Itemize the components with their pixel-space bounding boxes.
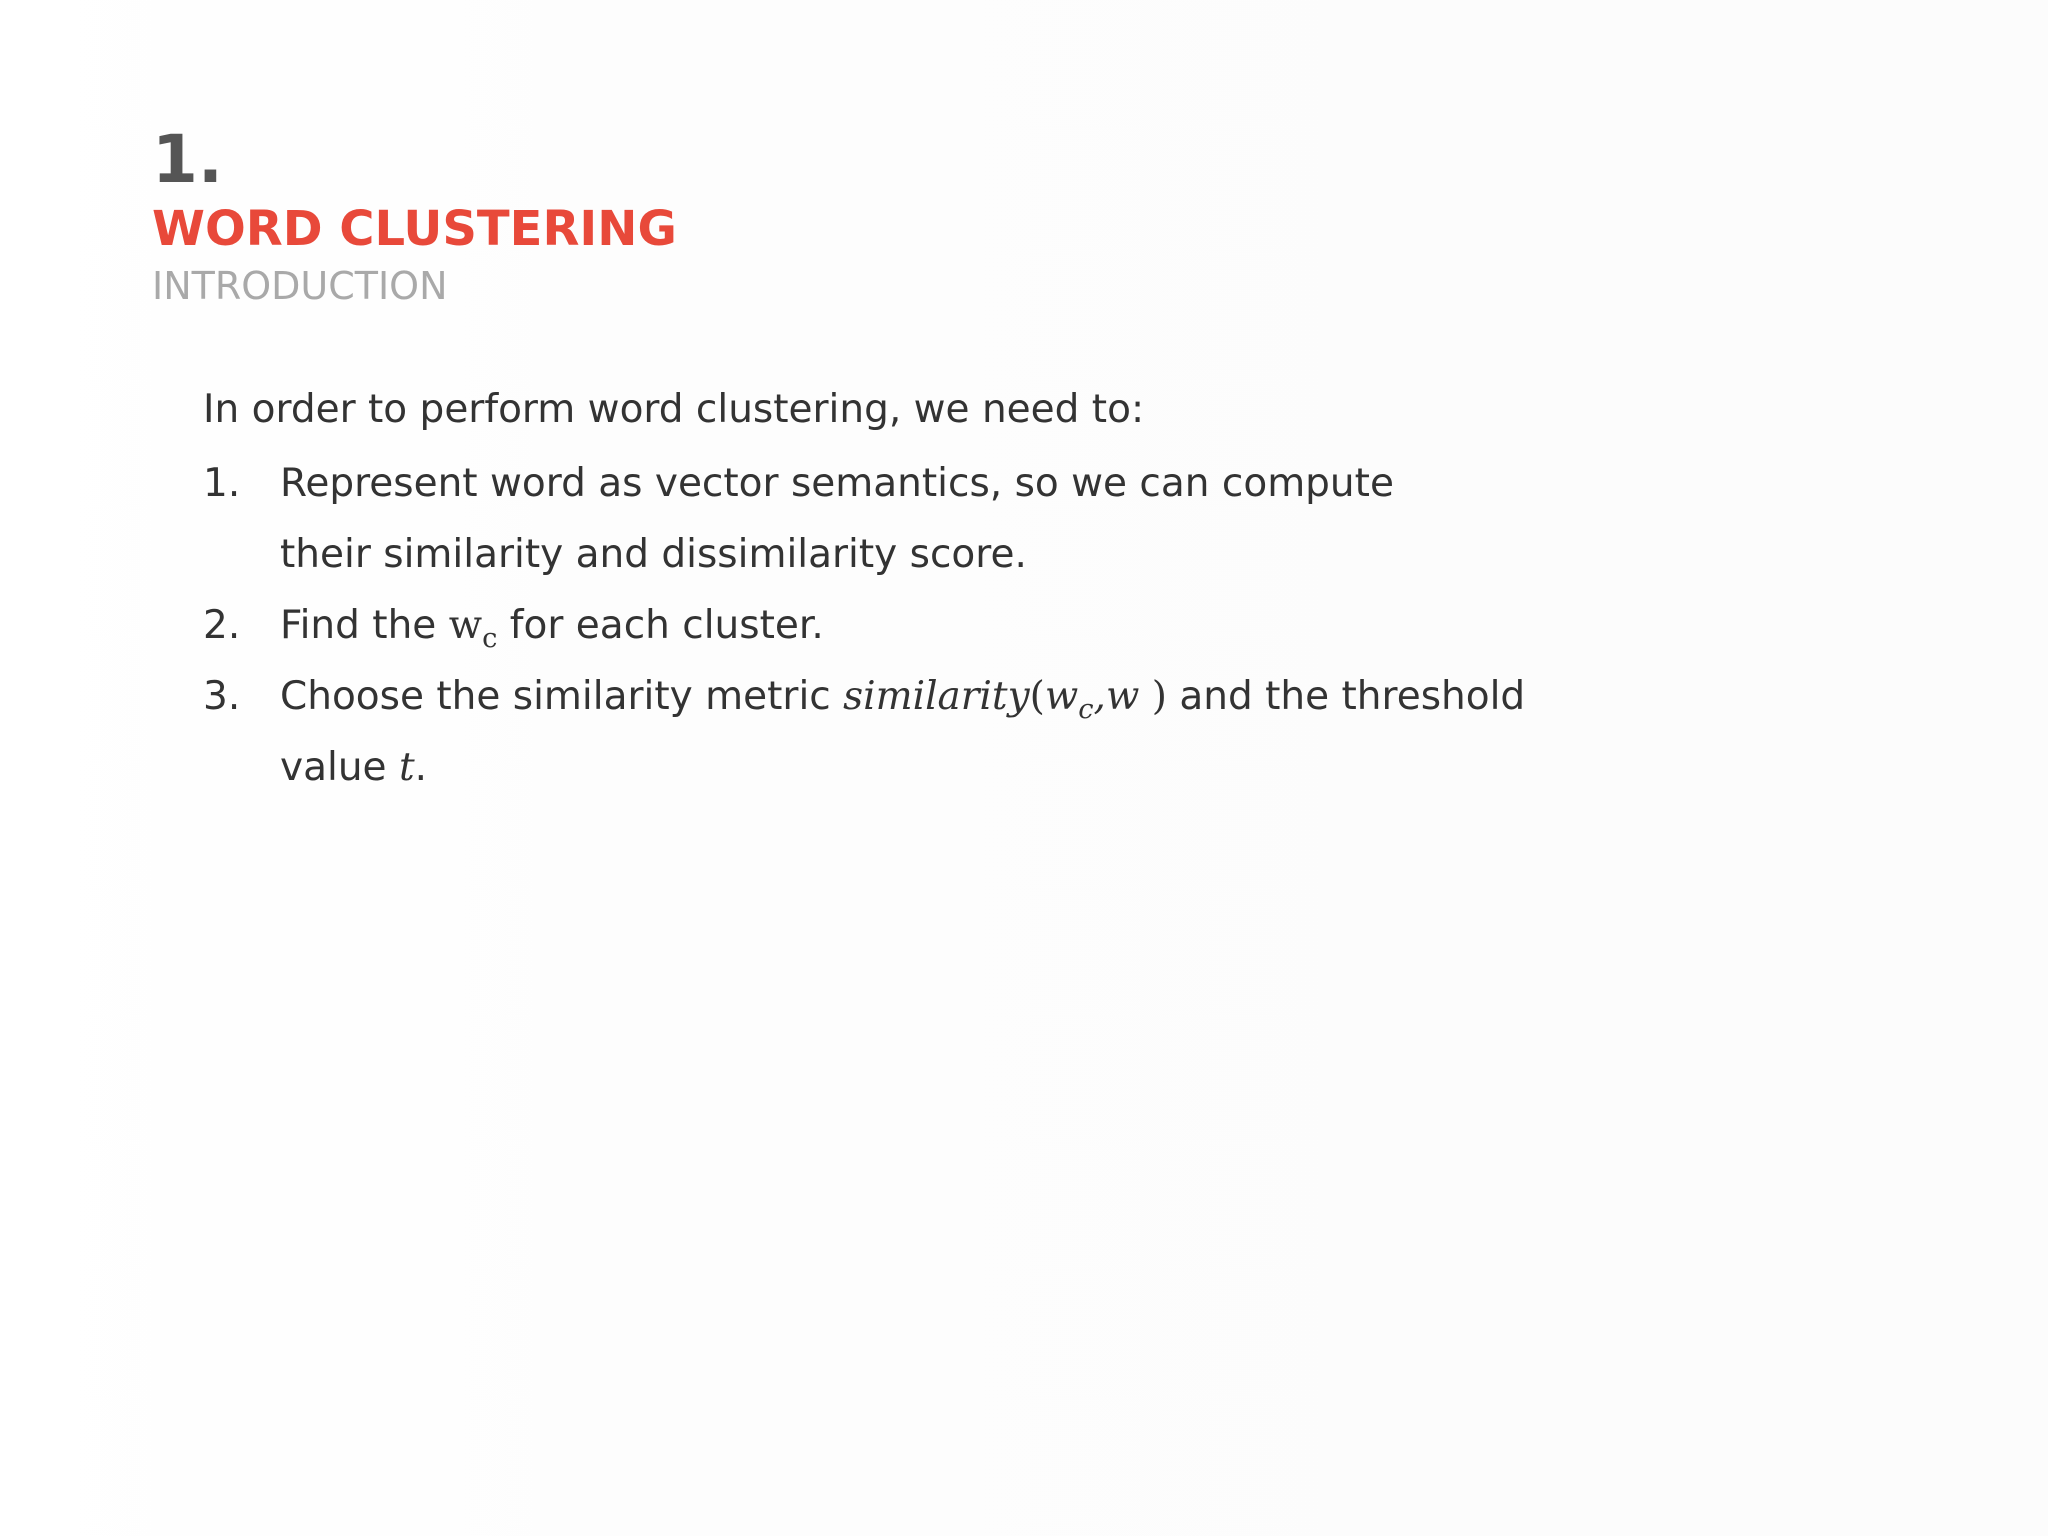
step-text-after: for each cluster. (497, 603, 824, 648)
step-number: 1. (203, 461, 241, 506)
threshold-var: t (398, 745, 415, 790)
step-text-end: . (414, 745, 428, 790)
step-number: 2. (203, 603, 241, 648)
step-1 (203, 448, 1603, 590)
step-text-middle: and the threshold value (280, 674, 1526, 790)
cluster-word-var: $w_c$ (448, 603, 498, 654)
step-number: 3. (203, 674, 241, 719)
step-text: Represent word as vector semantics, so we can compute their similarity and dissimilarity score. (280, 461, 1394, 577)
section-number: 1. (152, 121, 223, 198)
step-text-before: Find the (280, 603, 449, 648)
similarity-formula: $similarity(w_c,w$ ) (843, 674, 1167, 725)
step-2 (203, 590, 1603, 661)
steps-list (203, 448, 1603, 803)
section-title: WORD CLUSTERING (152, 201, 677, 257)
step-text-before: Choose the similarity metric (280, 674, 844, 719)
step-3 (203, 661, 1603, 803)
section-subtitle: INTRODUCTION (152, 264, 448, 308)
intro-text: In order to perform word clustering, we need to: (203, 387, 1145, 432)
